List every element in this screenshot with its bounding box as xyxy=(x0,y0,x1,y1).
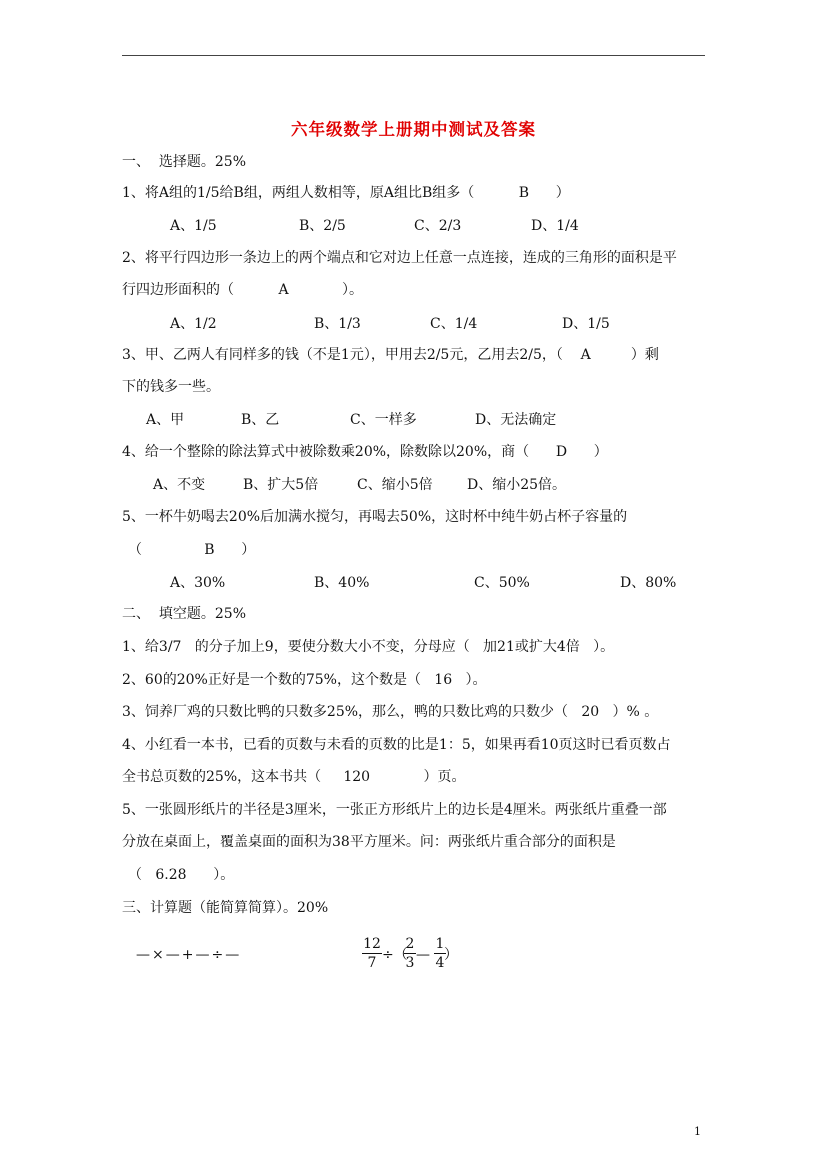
question-5-line-1: 5、一杯牛奶喝去20%后加满水搅匀，再喝去50%，这时杯中纯牛奶占杯子容量的 xyxy=(122,509,628,525)
q3-option-c: C、一样多 xyxy=(350,412,417,428)
fraction-denominator: 3 xyxy=(405,955,415,971)
question-5-line-2: （ B ） xyxy=(128,542,256,558)
fill-5-line-1: 5、一张圆形纸片的半径是3厘米，一张正方形纸片上的边长是4厘米。两张纸片重叠一部 xyxy=(122,802,667,818)
page-number: 1 xyxy=(694,1125,701,1138)
q1-option-a: A、1/5 xyxy=(170,218,217,234)
q3-option-d: D、无法确定 xyxy=(475,412,557,428)
q2-option-d: D、1/5 xyxy=(562,316,610,332)
calc-divide-open-paren: ÷（ xyxy=(382,947,408,963)
q5-option-b: B、40% xyxy=(314,575,370,591)
question-1-line-1: 1、将A组的1/5给B组，两组人数相等，原A组比B组多（ B ） xyxy=(122,185,570,201)
q1-option-d: D、1/4 xyxy=(531,218,579,234)
q3-option-b: B、乙 xyxy=(241,412,280,428)
calc-fraction-2-3 xyxy=(404,936,416,971)
question-4-line-1: 4、给一个整除的除法算式中被除数乘20%，除数除以20%，商（ D ） xyxy=(122,444,608,460)
q2-option-c: C、1/4 xyxy=(430,316,478,332)
section-heading-calc: 三、计算题（能简算简算）。20% xyxy=(122,900,329,916)
q3-option-a: A、甲 xyxy=(146,412,185,428)
question-2-line-1: 2、将平行四边形一条边上的两个端点和它对边上任意一点连接，连成的三角形的面积是平 xyxy=(122,250,677,266)
fill-2-line-1: 2、60的20%正好是一个数的75%，这个数是（ 16 ）。 xyxy=(122,672,487,688)
fraction-bar xyxy=(362,953,382,954)
fraction-numerator: 12 xyxy=(363,936,381,952)
fill-4-line-2: 全书总页数的25%，这本书共（ 120 ）页。 xyxy=(122,769,466,785)
fill-5-line-3: （ 6.28 ）。 xyxy=(128,867,235,883)
q1-option-b: B、2/5 xyxy=(299,218,346,234)
header-rule xyxy=(122,55,705,56)
q2-option-b: B、1/3 xyxy=(314,316,361,332)
q4-option-c: C、缩小5倍 xyxy=(357,477,433,493)
q4-option-b: B、扩大5倍 xyxy=(243,477,319,493)
page-title: 六年级数学上册期中测试及答案 xyxy=(291,120,536,139)
fraction-denominator: 7 xyxy=(367,955,377,971)
fraction-numerator: 2 xyxy=(405,936,415,952)
section-heading-choice: 一、 选择题。25% xyxy=(122,154,247,170)
question-2-line-2: 行四边形面积的（ A ）。 xyxy=(122,282,364,298)
section-heading-fill: 二、 填空题。25% xyxy=(122,606,247,622)
q2-option-a: A、1/2 xyxy=(170,316,217,332)
fraction-denominator: 4 xyxy=(435,955,445,971)
question-3-line-1: 3、甲、乙两人有同样多的钱（不是1元），甲用去2/5元，乙用去2/5，（ A ）剩 xyxy=(122,347,659,363)
fill-1-line-1: 1、给3/7 的分子加上9，要使分数大小不变，分母应（ 加21或扩大4倍 ）。 xyxy=(122,639,615,655)
calc-fraction-12-7 xyxy=(362,936,382,971)
fill-5-line-2: 分放在桌面上，覆盖桌面的面积为38平方厘米。问：两张纸片重合部分的面积是 xyxy=(122,834,616,850)
calc-minus-sign: — xyxy=(416,947,430,963)
fill-4-line-1: 4、小红看一本书，已看的页数与未看的页数的比是1：5，如果再看10页这时已看页数占 xyxy=(122,737,671,753)
q5-option-a: A、30% xyxy=(170,575,226,591)
q4-option-a: A、不变 xyxy=(153,477,206,493)
q4-option-d: D、缩小25倍。 xyxy=(467,477,567,493)
q1-option-c: C、2/3 xyxy=(414,218,462,234)
fill-3-line-1: 3、饲养厂鸡的只数比鸭的只数多25%，那么，鸭的只数比鸡的只数少（ 20 ）% 。 xyxy=(122,704,659,720)
q5-option-d: D、80% xyxy=(620,575,677,591)
fraction-numerator: 1 xyxy=(435,936,445,952)
q5-option-c: C、50% xyxy=(474,575,530,591)
calc-expression-1: —×—+—÷— xyxy=(136,947,242,963)
fraction-bar xyxy=(404,953,416,954)
question-3-line-2: 下的钱多一些。 xyxy=(122,379,220,395)
calc-close-paren: ） xyxy=(444,947,458,963)
